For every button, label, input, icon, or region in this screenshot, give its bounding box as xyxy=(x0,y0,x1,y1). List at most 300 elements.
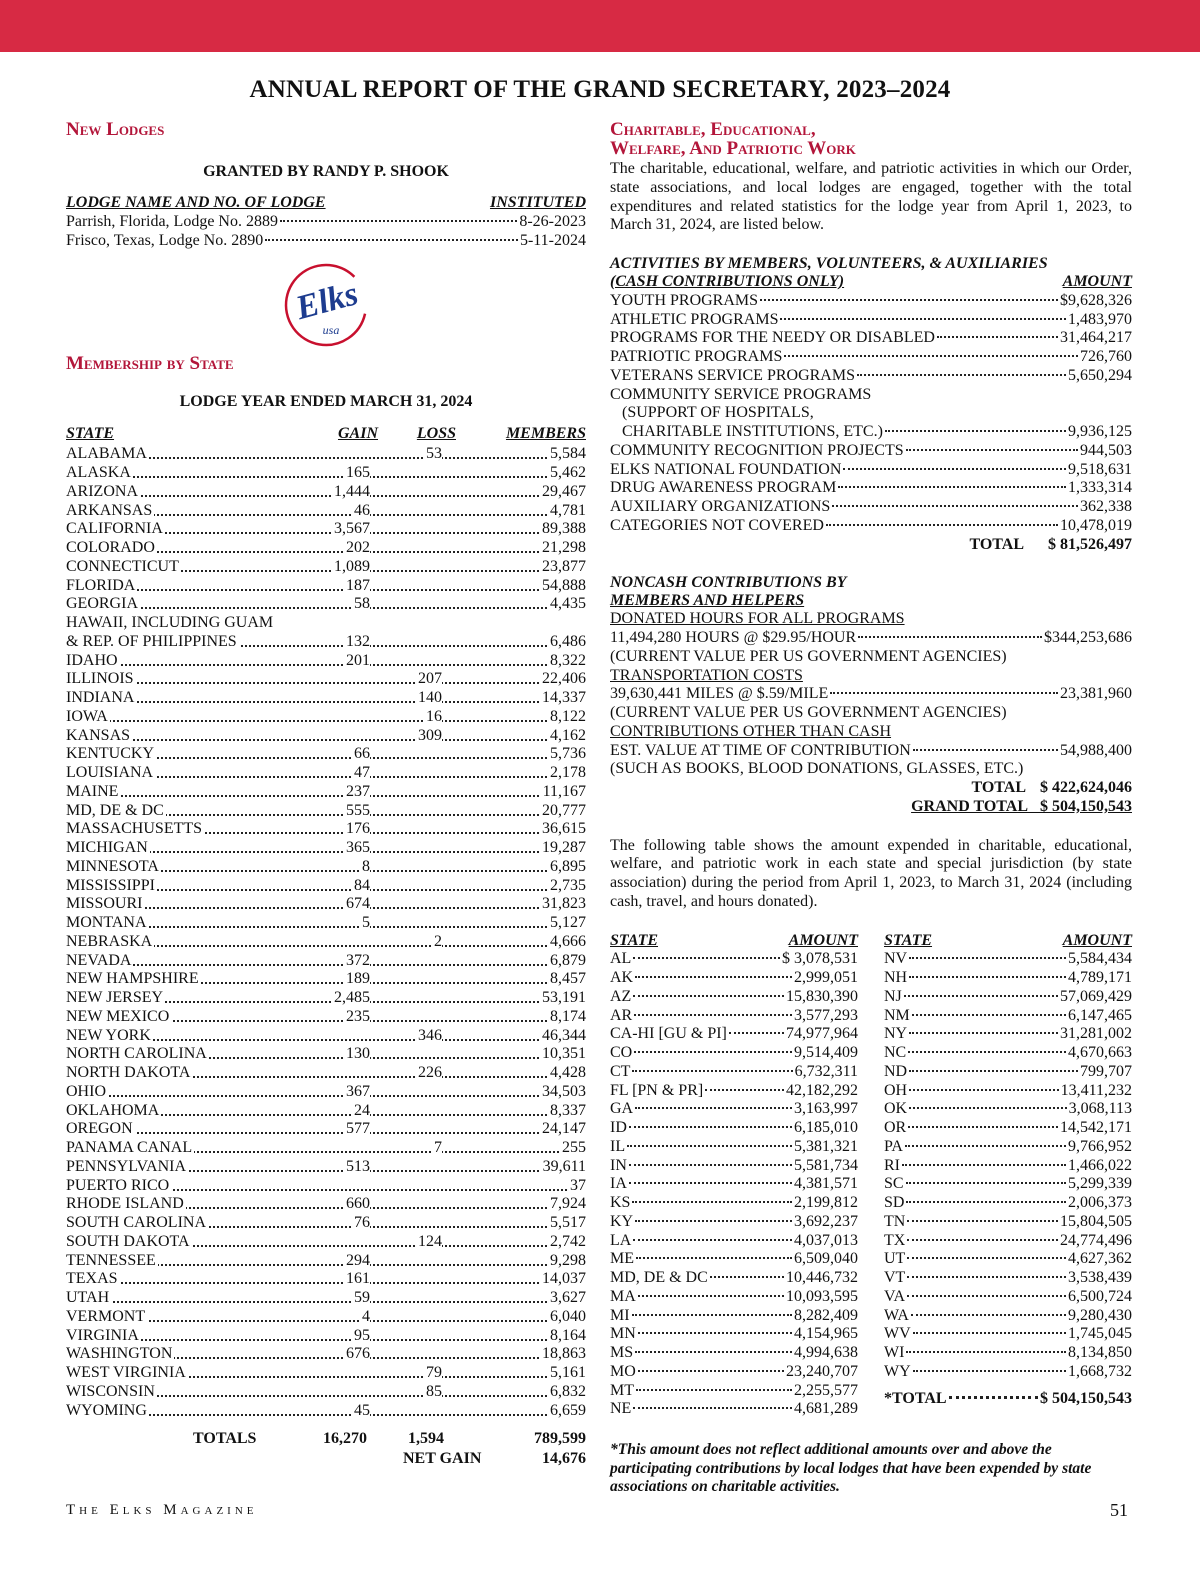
state-amount-row xyxy=(610,1100,858,1119)
membership-row xyxy=(66,764,586,783)
leader-dots xyxy=(66,664,586,666)
activity-label: PROGRAMS FOR THE NEEDY OR DISABLED xyxy=(610,329,935,347)
state-gain: 76 xyxy=(354,1214,370,1231)
charitable-heading-1: Charitable, Educational, xyxy=(610,119,816,140)
state-amount-row xyxy=(610,1063,858,1082)
state-members: 54,888 xyxy=(542,576,586,594)
state-name: PENNSYLVANIA xyxy=(66,1157,187,1175)
membership-row xyxy=(66,1345,586,1364)
state-name: WYOMING xyxy=(66,1401,147,1419)
state-members: 37 xyxy=(570,1176,586,1194)
state-members: 255 xyxy=(562,1139,586,1156)
membership-row xyxy=(66,820,586,839)
state-amount-amount: 4,627,362 xyxy=(1068,1250,1132,1268)
state-name: OKLAHOMA xyxy=(66,1101,160,1119)
membership-row xyxy=(66,595,586,614)
state-name: ALASKA xyxy=(66,464,131,481)
state-gain: 676 xyxy=(346,1345,370,1363)
community-service-row xyxy=(610,423,1132,442)
state-amount-row xyxy=(884,1250,1132,1269)
amount-header: AMOUNT xyxy=(1062,931,1132,949)
state-amount-amount: 10,446,732 xyxy=(786,1269,858,1286)
leader-dots xyxy=(66,589,586,591)
state-amount-row xyxy=(884,1269,1132,1288)
state-gain: 45 xyxy=(354,1401,370,1419)
state-loss: 140 xyxy=(418,689,442,706)
leader-dots xyxy=(826,524,1058,526)
activity-row xyxy=(610,479,1132,498)
state-loss: 79 xyxy=(426,1364,442,1381)
state-amount-header xyxy=(610,932,858,951)
state-amount-amount: 4,994,638 xyxy=(794,1344,858,1361)
state-amount-label: MT xyxy=(610,1381,634,1399)
granted-by: GRANTED BY RANDY P. SHOOK xyxy=(203,163,449,180)
state-gain: 187 xyxy=(346,576,370,594)
state-amount-amount: 10,093,595 xyxy=(786,1287,858,1305)
state-gain: 130 xyxy=(346,1045,370,1063)
state-members: 4,162 xyxy=(550,726,586,744)
activities-total-label: TOTAL xyxy=(969,535,1024,553)
state-amount-amount: 4,670,663 xyxy=(1068,1044,1132,1061)
members-header: MEMBERS xyxy=(505,425,586,443)
left-column xyxy=(66,120,586,1470)
state-amount-row xyxy=(610,1363,858,1382)
state-amount-label: NJ xyxy=(884,987,902,1005)
state-loss: 346 xyxy=(418,1026,442,1044)
state-amount-row xyxy=(884,1232,1132,1251)
state-loss: 7 xyxy=(434,1139,442,1156)
state-amount-label: OH xyxy=(884,1081,908,1099)
state-amount-amount: 2,006,373 xyxy=(1068,1194,1132,1211)
state-amount-label: WI xyxy=(884,1344,905,1361)
leader-dots xyxy=(909,1032,1058,1034)
state-name: KENTUCKY xyxy=(66,745,154,763)
state-amount-amount: 3,163,997 xyxy=(794,1100,858,1118)
transport-amount: 23,381,960 xyxy=(1060,685,1132,703)
state-members: 5,517 xyxy=(550,1214,586,1231)
activity-amount: 9,518,631 xyxy=(1068,460,1132,478)
membership-row xyxy=(66,614,586,633)
state-name: MINNESOTA xyxy=(66,857,159,875)
membership-row xyxy=(66,1064,586,1083)
state-loss: 85 xyxy=(426,1382,442,1400)
leader-dots xyxy=(913,1370,1066,1372)
activity-label: ATHLETIC PROGRAMS xyxy=(610,310,779,328)
leader-dots xyxy=(857,374,1066,376)
page-title: ANNUAL REPORT OF THE GRAND SECRETARY, 2023–2024 xyxy=(249,76,951,103)
membership-row xyxy=(66,727,586,746)
state-amount-label: MS xyxy=(610,1344,634,1361)
state-amount-right xyxy=(884,932,1132,1420)
state-amount-row xyxy=(610,1250,858,1269)
state-amount-label: UT xyxy=(884,1250,906,1268)
net-gain-row xyxy=(66,1450,586,1470)
leader-dots xyxy=(906,449,1078,451)
state-amount-row xyxy=(884,950,1132,969)
state-members: 53,191 xyxy=(542,989,586,1006)
state-amount-amount: 3,538,439 xyxy=(1068,1269,1132,1286)
leader-dots xyxy=(908,1126,1058,1128)
state-amount-amount: 9,280,430 xyxy=(1068,1306,1132,1324)
state-name: SOUTH CAROLINA xyxy=(66,1214,206,1231)
state-amount-label: RI xyxy=(884,1156,900,1174)
state-amount-amount: 15,804,505 xyxy=(1060,1212,1132,1230)
activity-label: VETERANS SERVICE PROGRAMS xyxy=(610,366,855,384)
transport-row xyxy=(610,685,1132,704)
state-amount-amount: 4,037,013 xyxy=(794,1231,858,1249)
state-amount-label: IA xyxy=(610,1175,627,1193)
state-name: WASHINGTON xyxy=(66,1345,173,1363)
state-amount-amount: 8,282,409 xyxy=(794,1306,858,1324)
membership-row xyxy=(66,1308,586,1327)
state-amount-row xyxy=(610,1138,858,1157)
amounts-right-list xyxy=(884,950,1132,1381)
state-name: MISSOURI xyxy=(66,895,143,913)
leader-dots xyxy=(632,1314,792,1316)
state-name: COLORADO xyxy=(66,539,155,556)
leader-dots xyxy=(909,976,1066,978)
activities-list xyxy=(610,292,1132,386)
other-label: EST. VALUE AT TIME OF CONTRIBUTION xyxy=(610,741,911,759)
membership-row xyxy=(66,1083,586,1102)
state-members: 8,122 xyxy=(550,707,586,725)
amount-header: AMOUNT xyxy=(788,931,858,949)
state-members: 5,127 xyxy=(550,914,586,931)
leader-dots xyxy=(710,1276,784,1278)
state-header: STATE xyxy=(610,931,659,949)
state-amount-amount: 3,068,113 xyxy=(1068,1100,1132,1118)
membership-row xyxy=(66,502,586,521)
state-amount-amount: 9,766,952 xyxy=(1068,1137,1132,1155)
activity-label: ELKS NATIONAL FOUNDATION xyxy=(610,460,842,478)
state-amount-row xyxy=(884,1363,1132,1382)
membership-row xyxy=(66,1195,586,1214)
activity-label: COMMUNITY RECOGNITION PROJECTS xyxy=(610,441,904,459)
state-members: 6,040 xyxy=(550,1307,586,1325)
leader-dots xyxy=(636,1389,792,1391)
state-gain: 46 xyxy=(354,501,370,519)
state-amount-label: SD xyxy=(884,1194,905,1211)
leader-dots xyxy=(635,1107,792,1109)
state-amount-row xyxy=(610,1288,858,1307)
state-amount-label: KY xyxy=(610,1212,634,1230)
leader-dots xyxy=(633,1239,792,1241)
leader-dots xyxy=(913,1332,1066,1334)
state-amount-row xyxy=(884,1325,1132,1344)
transport-header: TRANSPORTATION COSTS xyxy=(610,666,803,684)
state-name: NEW HAMPSHIRE xyxy=(66,970,199,988)
membership-row xyxy=(66,1327,586,1346)
leader-dots xyxy=(902,1164,1066,1166)
state-members: 2,735 xyxy=(550,876,586,894)
leader-dots xyxy=(760,299,1058,301)
state-members: 6,895 xyxy=(550,857,586,875)
state-members: 8,457 xyxy=(550,970,586,988)
membership-row xyxy=(66,708,586,727)
state-members: 6,832 xyxy=(550,1382,586,1400)
leader-dots xyxy=(784,355,1078,357)
state-amount-amount: 4,381,571 xyxy=(794,1175,858,1193)
totals-gain: 16,270 xyxy=(323,1430,367,1448)
state-amount-row xyxy=(610,969,858,988)
charitable-intro: The charitable, educational, welfare, and patriotic activities in which our Order, state associations, and local lodges are engaged, together with the total expenditures and related statistics for the lodge year from April 1, 2023, to March 31, 2024, are listed below. xyxy=(610,160,1132,234)
state-amount-amount: 57,069,429 xyxy=(1060,987,1132,1005)
state-name: VERMONT xyxy=(66,1307,146,1325)
state-gain: 95 xyxy=(354,1326,370,1344)
state-members: 8,174 xyxy=(550,1007,586,1025)
state-amount-row xyxy=(884,1157,1132,1176)
state-gain: 202 xyxy=(346,539,370,556)
state-amount-amount: 4,154,965 xyxy=(794,1325,858,1343)
state-members: 39,611 xyxy=(542,1157,586,1175)
instituted-header: INSTITUTED xyxy=(489,194,586,211)
state-amount-row xyxy=(884,1119,1132,1138)
state-amount-row xyxy=(884,988,1132,1007)
activity-amount: 1,483,970 xyxy=(1068,310,1132,328)
membership-row xyxy=(66,1008,586,1027)
activity-label: AUXILIARY ORGANIZATIONS xyxy=(610,498,831,515)
donated-hours-amount: $344,253,686 xyxy=(1044,629,1132,646)
state-loss: 2 xyxy=(434,932,442,950)
membership-row xyxy=(66,989,586,1008)
state-amount-label: ID xyxy=(610,1119,627,1136)
leader-dots xyxy=(906,1351,1066,1353)
state-name: NEBRASKA xyxy=(66,932,153,950)
membership-row xyxy=(66,802,586,821)
leader-dots xyxy=(638,1332,792,1334)
state-gain: 47 xyxy=(354,764,370,781)
state-members: 24,147 xyxy=(542,1120,586,1138)
new-lodges-heading: New Lodges xyxy=(66,119,165,140)
membership-row xyxy=(66,895,586,914)
state-gain: 24 xyxy=(354,1101,370,1119)
state-members: 20,777 xyxy=(542,801,586,819)
gov-note: (CURRENT VALUE PER US GOVERNMENT AGENCIES) xyxy=(610,704,1007,721)
state-gain: 372 xyxy=(346,951,370,969)
state-gain: 3,567 xyxy=(334,520,370,538)
state-name: CONNECTICUT xyxy=(66,557,179,575)
state-amount-amount: 9,514,409 xyxy=(794,1044,858,1061)
community-service-line2: (SUPPORT OF HOSPITALS, xyxy=(622,404,814,422)
activities-total-amount: $ 81,526,497 xyxy=(1048,535,1132,553)
elks-logo xyxy=(281,260,371,350)
state-gain: 555 xyxy=(346,801,370,819)
state-loss: 226 xyxy=(418,1064,442,1081)
state-gain: 660 xyxy=(346,1195,370,1213)
state-amount-amount: 1,668,732 xyxy=(1068,1362,1132,1380)
leader-dots xyxy=(66,495,586,497)
activity-row xyxy=(610,442,1132,461)
state-name: MONTANA xyxy=(66,914,147,931)
state-gain: 365 xyxy=(346,839,370,856)
state-amount-label: AL xyxy=(610,950,632,968)
state-amount-label: KS xyxy=(610,1194,631,1211)
state-gain: 367 xyxy=(346,1082,370,1100)
state-amount-row xyxy=(610,950,858,969)
leader-dots xyxy=(66,964,586,966)
state-gain: 58 xyxy=(354,595,370,613)
leader-dots xyxy=(638,1370,784,1372)
leader-dots xyxy=(832,505,1078,507)
state-name: ARKANSAS xyxy=(66,501,153,519)
grand-total-label: GRAND TOTAL xyxy=(911,797,1028,815)
other-row xyxy=(610,742,1132,761)
membership-row xyxy=(66,1102,586,1121)
gov-note: (CURRENT VALUE PER US GOVERNMENT AGENCIES) xyxy=(610,647,1007,665)
leader-dots xyxy=(629,1182,792,1184)
state-amount-amount: 31,281,002 xyxy=(1060,1025,1132,1043)
state-members: 6,659 xyxy=(550,1401,586,1419)
membership-row xyxy=(66,1027,586,1046)
membership-heading: Membership by State xyxy=(66,353,234,375)
state-name: IDAHO xyxy=(66,651,118,669)
state-amount-label: GA xyxy=(610,1100,634,1118)
activity-row xyxy=(610,292,1132,311)
state-header: STATE xyxy=(884,931,933,949)
noncash-total xyxy=(610,779,1132,798)
activity-label: PATRIOTIC PROGRAMS xyxy=(610,348,783,365)
state-amount-label: NH xyxy=(884,969,908,986)
state-amount-label: WA xyxy=(884,1306,909,1324)
state-loss: 124 xyxy=(418,1232,442,1250)
membership-row xyxy=(66,1045,586,1064)
leader-dots xyxy=(627,1145,792,1147)
state-members: 36,615 xyxy=(542,820,586,838)
state-amount-label: NC xyxy=(884,1044,907,1061)
lodge-table-header xyxy=(66,194,586,213)
state-amount-label: AR xyxy=(610,1006,633,1024)
activity-amount: 726,760 xyxy=(1080,348,1132,365)
state-name: WEST VIRGINIA xyxy=(66,1364,186,1381)
state-amount-amount: 2,255,577 xyxy=(794,1381,858,1399)
lodge-date: 8-26-2023 xyxy=(519,212,586,230)
community-service-line3: CHARITABLE INSTITUTIONS, ETC.) xyxy=(622,423,883,440)
leader-dots xyxy=(634,1014,792,1016)
state-amount-label: ND xyxy=(884,1062,908,1080)
totals-members: 789,599 xyxy=(534,1430,586,1448)
state-amount-row xyxy=(884,1344,1132,1363)
state-gain: 8 xyxy=(362,857,370,875)
leader-dots xyxy=(633,1407,792,1409)
state-amount-label: NV xyxy=(884,950,908,968)
state-amount-label: OR xyxy=(884,1119,907,1136)
state-members: 11,167 xyxy=(542,782,586,800)
state-name: MD, DE & DC xyxy=(66,801,164,819)
membership-row xyxy=(66,1233,586,1252)
membership-row xyxy=(66,858,586,877)
state-members: 7,924 xyxy=(550,1195,586,1213)
page-number: 51 xyxy=(1110,1500,1128,1520)
leader-dots xyxy=(66,1301,586,1303)
state-amount-label: AK xyxy=(610,969,634,986)
noncash-header: NONCASH CONTRIBUTIONS BY xyxy=(610,574,847,592)
membership-row xyxy=(66,952,586,971)
lodge-name: Frisco, Texas, Lodge No. 2890 xyxy=(66,231,264,249)
membership-subtitle: LODGE YEAR ENDED MARCH 31, 2024 xyxy=(179,393,473,411)
state-amount-label: AZ xyxy=(610,987,632,1005)
state-amount-row xyxy=(884,1044,1132,1063)
state-amount-label: MN xyxy=(610,1325,636,1343)
state-members: 5,161 xyxy=(550,1364,586,1381)
state-name: OREGON xyxy=(66,1120,133,1138)
state-amount-row xyxy=(884,1100,1132,1119)
state-amount-amount: 1,745,045 xyxy=(1068,1325,1132,1343)
membership-table-header xyxy=(66,425,586,445)
membership-row xyxy=(66,745,586,764)
state-gain: 2,485 xyxy=(334,989,370,1006)
state-amount-label: WY xyxy=(884,1362,911,1380)
state-name: TEXAS xyxy=(66,1270,118,1288)
activity-label: YOUTH PROGRAMS xyxy=(610,291,759,309)
activities-header: ACTIVITIES BY MEMBERS, VOLUNTEERS, & AUXILIARIES xyxy=(610,255,1048,272)
activity-row xyxy=(610,461,1132,480)
state-members: 46,344 xyxy=(542,1026,586,1044)
state-loss: 16 xyxy=(426,707,442,725)
state-amount-row xyxy=(610,1307,858,1326)
charitable-heading-2: Welfare, And Patriotic Work xyxy=(610,138,856,159)
activity-row xyxy=(610,329,1132,348)
state-amount-label: LA xyxy=(610,1231,632,1249)
state-gain: 5 xyxy=(362,914,370,931)
state-gain: 1,444 xyxy=(334,482,370,500)
leader-dots xyxy=(907,1276,1066,1278)
state-gain: 84 xyxy=(354,876,370,894)
state-amount-row xyxy=(610,1082,858,1101)
activity-amount: $9,628,326 xyxy=(1060,291,1132,309)
leader-dots xyxy=(909,1070,1078,1072)
leader-dots xyxy=(907,1220,1058,1222)
state-amount-row xyxy=(884,1307,1132,1326)
lodge-row xyxy=(66,213,586,232)
state-name: FLORIDA xyxy=(66,576,136,594)
membership-row xyxy=(66,970,586,989)
state-amount-amount: 6,500,724 xyxy=(1068,1287,1132,1305)
state-amount-amount: 6,147,465 xyxy=(1068,1006,1132,1024)
transport-label: 39,630,441 MILES @ $.59/MILE xyxy=(610,685,829,703)
state-name: MAINE xyxy=(66,782,119,800)
state-amount-row xyxy=(610,1194,858,1213)
leader-dots xyxy=(66,720,586,722)
lodge-name: Parrish, Florida, Lodge No. 2889 xyxy=(66,212,278,230)
leader-dots xyxy=(729,1032,784,1034)
state-amount-row xyxy=(610,1175,858,1194)
membership-row xyxy=(66,839,586,858)
leader-dots xyxy=(633,957,780,959)
state-amount-amount: 5,381,321 xyxy=(794,1137,858,1155)
membership-row xyxy=(66,670,586,689)
donated-hours-header: DONATED HOURS FOR ALL PROGRAMS xyxy=(610,610,905,628)
leader-dots xyxy=(937,336,1058,338)
state-amount-amount: 23,240,707 xyxy=(786,1362,858,1380)
state-members: 4,435 xyxy=(550,595,586,613)
state-amount-row xyxy=(884,1213,1132,1232)
leader-dots xyxy=(912,1014,1066,1016)
leader-dots xyxy=(906,1201,1066,1203)
state-amount-header xyxy=(884,932,1132,951)
state-name: INDIANA xyxy=(66,689,135,706)
state-name: WISCONSIN xyxy=(66,1382,155,1400)
state-gain: 132 xyxy=(346,632,370,650)
state-amount-amount: 4,789,171 xyxy=(1068,969,1132,986)
state-amount-amount: 13,411,232 xyxy=(1060,1081,1132,1099)
community-service-line1: COMMUNITY SERVICE PROGRAMS xyxy=(610,385,872,403)
membership-row xyxy=(66,445,586,464)
state-gain: 161 xyxy=(346,1270,370,1288)
leader-dots xyxy=(66,1282,586,1284)
state-members: 5,584 xyxy=(550,445,586,463)
membership-row xyxy=(66,689,586,708)
state-amount-label: SC xyxy=(884,1175,904,1193)
